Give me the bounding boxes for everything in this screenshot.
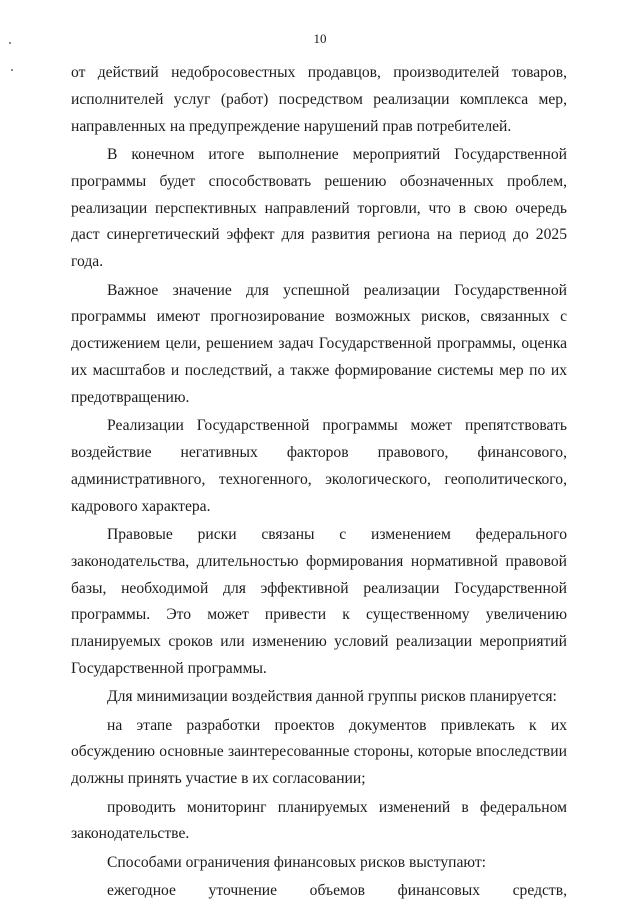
paragraph: Реализации Государственной программы может препятствовать воздействие негативных факторов правового, финансового, административного, техногенного, экологического, геополитического, кадрового характера. <box>71 417 567 515</box>
paragraph: В конечном итоге выполнение мероприятий Государственной программы будет способствовать решению обозначенных проблем, реализации перспективных направлений торговли, что в свою очередь даст синергетический эффект для развития региона на период до 2025 года. <box>71 145 567 271</box>
paragraph: Способами ограничения финансовых рисков выступают: <box>107 853 486 871</box>
paragraph: Важное значение для успешной реализации Государственной программы имеют прогнозирование возможных рисков, связанных с достижением цели, решением задач Государственной программы, оценка их масштабов и последствий, а также формирование системы мер по их предотвращению. <box>71 281 567 406</box>
scan-speck <box>11 69 13 71</box>
paragraph: от действий недобросовестных продавцов, производителей товаров, исполнителей услуг (работ) посредством реализации комплекса мер, направленных на предупреждение нарушений прав потребителей. <box>71 64 567 135</box>
paragraph: Правовые риски связаны с изменением федерального законодательства, длительностью формирования нормативной правовой базы, необходимой для эффективной реализации Государственной программы. Это может привести к существенному увеличению планируемых сроков или изменению условий реализации мероприятий Государственной программы. <box>71 525 567 677</box>
page-number: 10 <box>313 31 327 46</box>
paragraph: проводить мониторинг планируемых изменений в федеральном законодательстве. <box>71 798 567 843</box>
paragraph: Для минимизации воздействия данной группы рисков планируется: <box>107 688 557 706</box>
document-body <box>71 60 567 907</box>
paragraph: ежегодное уточнение объемов финансовых средств, <box>107 882 567 900</box>
paragraph: на этапе разработки проектов документов привлекать к их обсуждению основные заинтересованные стороны, которые впоследствии должны принять участие в их согласовании; <box>71 716 567 788</box>
